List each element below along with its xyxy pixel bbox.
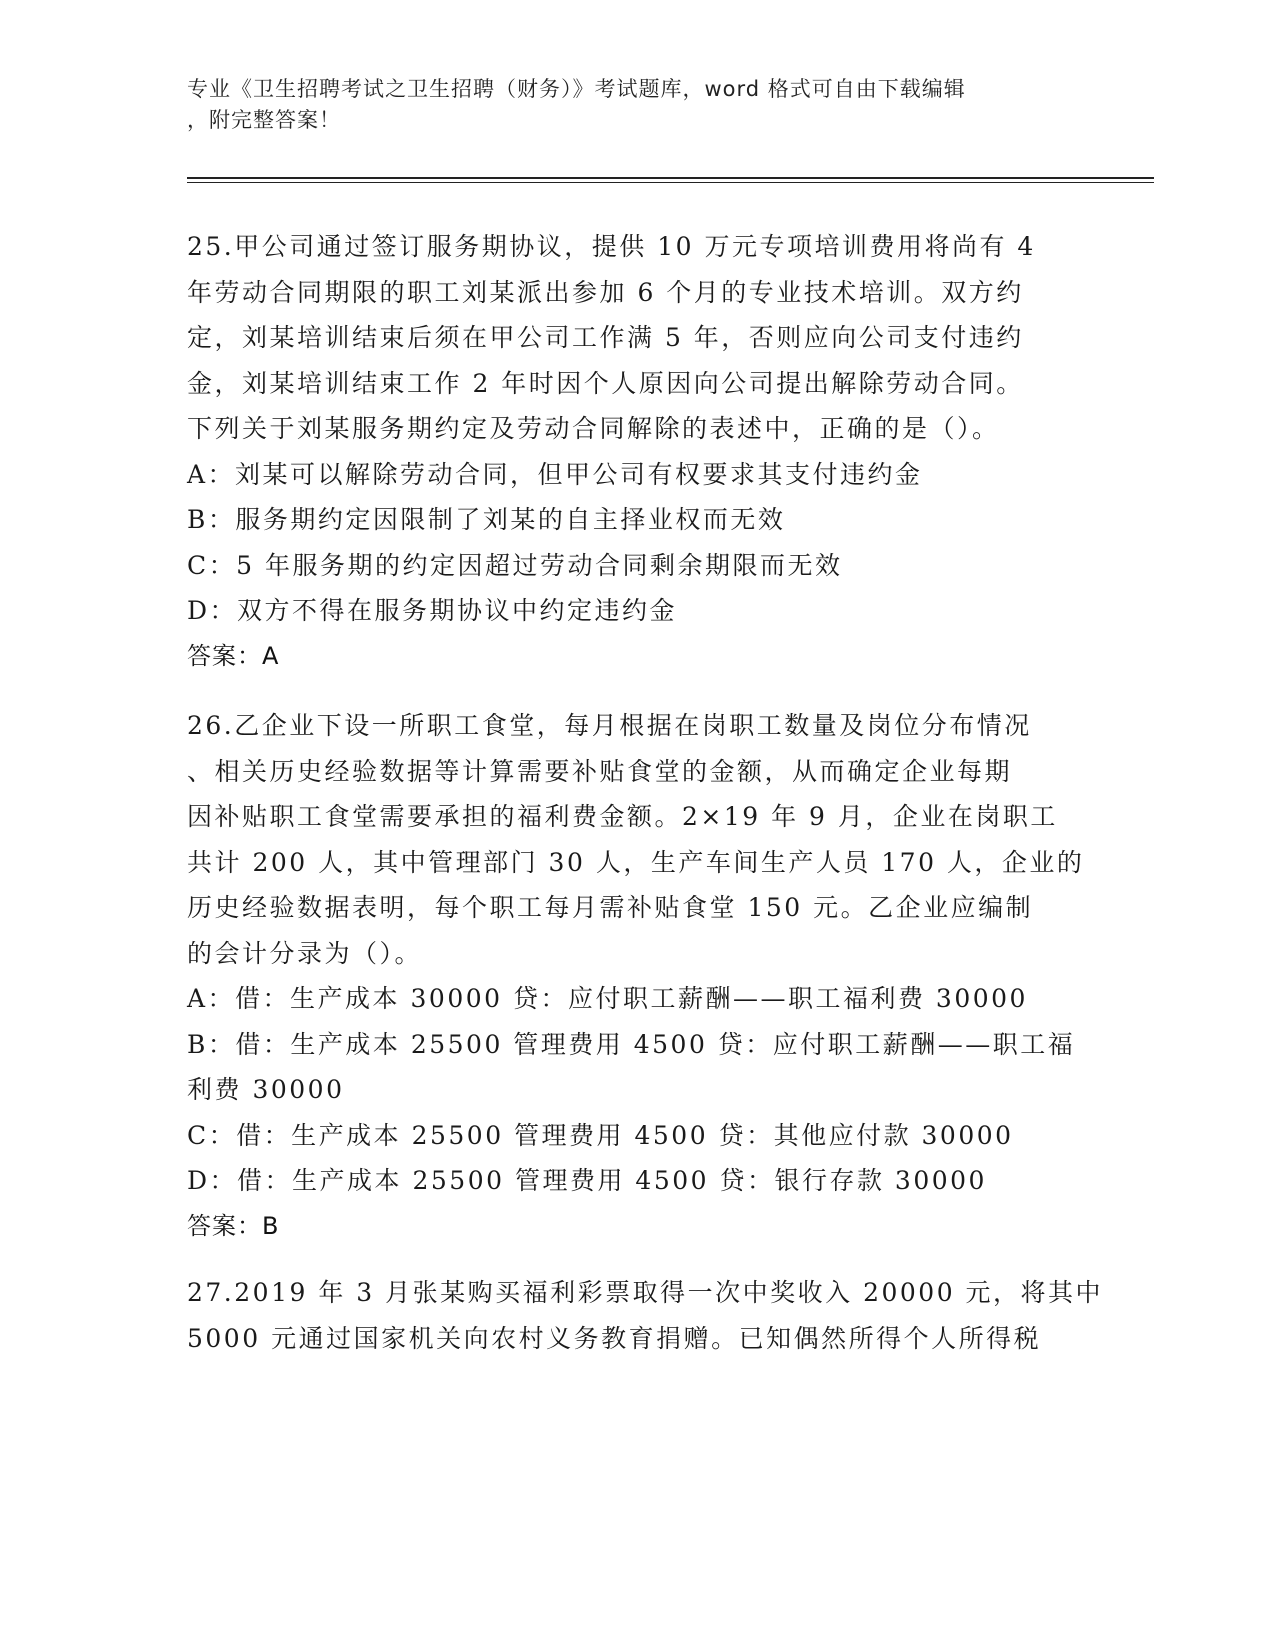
header-divider-thin [187, 182, 1154, 183]
option-c: C：5 年服务期的约定因超过劳动合同剩余期限而无效 [187, 550, 843, 580]
question-26 [187, 703, 1087, 1249]
question-text-line: 5000 元通过国家机关向农村义务教育捐赠。已知偶然所得个人所得税 [187, 1323, 1042, 1353]
question-text-line: 历史经验数据表明，每个职工每月需补贴食堂 150 元。乙企业应编制 [187, 893, 1034, 922]
option-a: A：刘某可以解除劳动合同，但甲公司有权要求其支付违约金 [187, 459, 923, 489]
question-25 [187, 224, 1087, 679]
header-divider-thick [187, 177, 1154, 179]
header-line-2: ，附完整答案！ [187, 108, 341, 132]
option-b: B：服务期约定因限制了刘某的自主择业权而无效 [187, 505, 786, 534]
option-d: D：借：生产成本 25500 管理费用 4500 贷：银行存款 30000 [187, 1166, 987, 1195]
question-text-line: 共计 200 人，其中管理部门 30 人，生产车间生产人员 170 人，企业的 [187, 847, 1085, 877]
option-b: B：借：生产成本 25500 管理费用 4500 贷：应付职工薪酬——职工福 [187, 1029, 1076, 1059]
question-text-line: 因补贴职工食堂需要承担的福利费金额。2×19 年 9 月，企业在岗职工 [187, 802, 1058, 831]
header-line-1: 专业《卫生招聘考试之卫生招聘（财务）》考试题库，word 格式可自由下载编辑 [187, 77, 966, 101]
question-27 [187, 1270, 1104, 1361]
question-text-line: 下列关于刘某服务期约定及劳动合同解除的表述中，正确的是（）。 [187, 414, 1000, 443]
option-a: A：借：生产成本 30000 贷：应付职工薪酬——职工福利费 30000 [187, 984, 1028, 1013]
option-b-continued: 利费 30000 [187, 1075, 345, 1104]
question-text-line: 年劳动合同期限的职工刘某派出参加 6 个月的专业技术培训。双方约 [187, 277, 1024, 307]
question-text-line: 27.2019 年 3 月张某购买福利彩票取得一次中奖收入 20000 元，将其中 [187, 1278, 1104, 1307]
question-text-line: 26.乙企业下设一所职工食堂，每月根据在岗职工数量及岗位分布情况 [187, 711, 1032, 740]
question-text-line: 的会计分录为（）。 [187, 938, 423, 968]
question-text-line: 金，刘某培训结束工作 2 年时因个人原因向公司提出解除劳动合同。 [187, 368, 1024, 398]
answer-label: 答案：A [187, 641, 280, 670]
question-text-line: 25.甲公司通过签订服务期协议，提供 10 万元专项培训费用将尚有 4 [187, 232, 1036, 261]
option-c: C：借：生产成本 25500 管理费用 4500 贷：其他应付款 30000 [187, 1120, 1014, 1150]
document-header [187, 74, 1077, 136]
option-d: D：双方不得在服务期协议中约定违约金 [187, 596, 678, 625]
answer-label: 答案：B [187, 1211, 280, 1240]
question-text-line: 、相关历史经验数据等计算需要补贴食堂的金额，从而确定企业每期 [187, 756, 1013, 786]
question-text-line: 定，刘某培训结束后须在甲公司工作满 5 年，否则应向公司支付违约 [187, 323, 1024, 352]
